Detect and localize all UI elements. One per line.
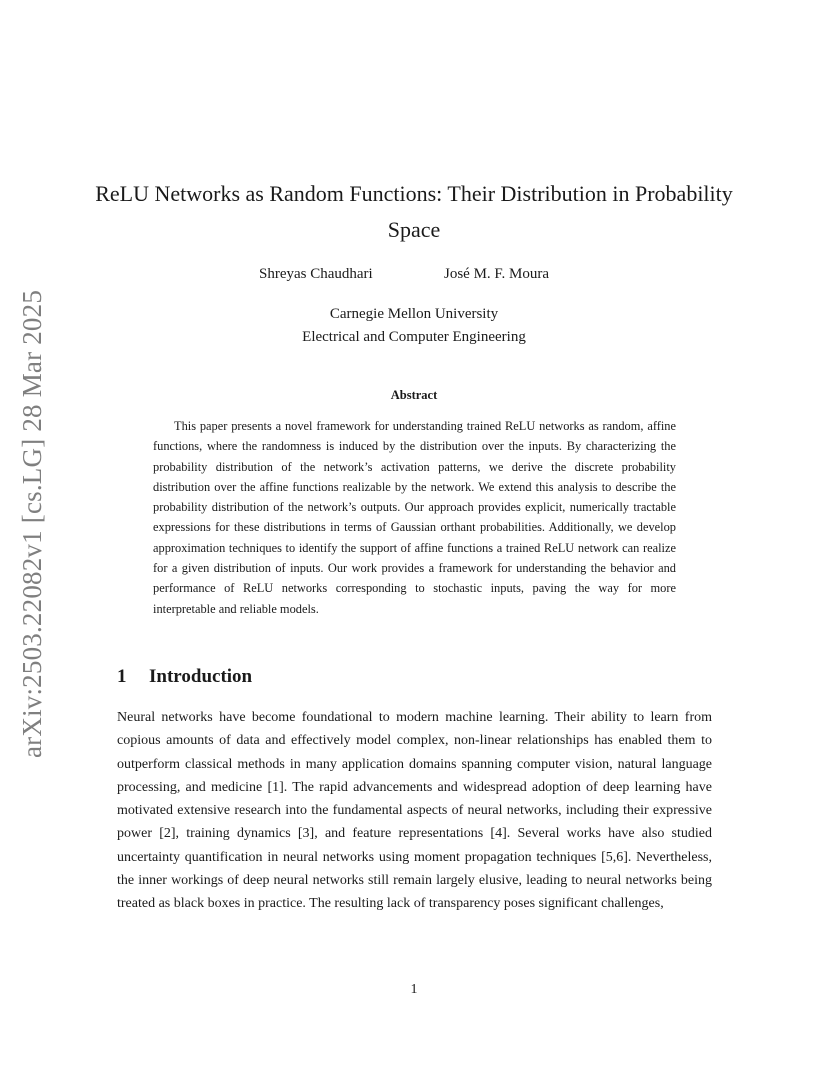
page-number: 1	[410, 982, 418, 997]
author-name: José M. F. Moura	[444, 266, 550, 282]
section-heading	[117, 666, 252, 688]
affiliation-department: Electrical and Computer Engineering	[302, 329, 526, 345]
introduction-text: Neural networks have become foundational to modern machine learning. Their ability to learn from copious amounts of data and effectively model complex, non-linear relationships has enabled them to outperform classical methods in many application domains spanning computer vision, natural language processing, and medicine [1]. The rapid advancements and widespread adoption of deep learning have motivated extensive research into the fundamental aspects of neural networks, including their expressive power [2], training dynamics [3], and feature representations [4]. Several works have also studied uncertainty quantification in neural networks using moment propagation techniques [5,6]. Nevertheless, the inner workings of deep neural networks still remain largely elusive, leading to neural networks being treated as black boxes in practice. The resulting lack of transparency poses significant challenges,	[117, 710, 712, 912]
author-name: Shreyas Chaudhari	[259, 266, 373, 282]
author-list	[0, 266, 828, 286]
paper-title: ReLU Networks as Random Functions: Their Distribution in Probability Space	[95, 181, 733, 242]
section-number: 1	[117, 666, 127, 687]
affiliation-university: Carnegie Mellon University	[329, 306, 499, 322]
abstract-heading: Abstract	[390, 388, 438, 402]
abstract-text: This paper presents a novel framework for understanding trained ReLU networks as random, affine functions, where the randomness is induced by the distribution over the inputs. By characterizing the probability distribution of the network’s activation patterns, we derive the discrete probability distribution over the affine functions realizable by the network. We extend this analysis to describe the probability distribution of the network’s outputs. Our approach provides explicit, numerically tractable expressions for these distributions in terms of Gaussian orthant probabilities. Additionally, we develop approximation techniques to identify the support of affine functions a trained ReLU network can realize for a given distribution of inputs. Our work provides a framework for understanding the behavior and performance of ReLU networks corresponding to stochastic inputs, paving the way for more interpretable and reliable models.	[153, 419, 676, 616]
section-title: Introduction	[149, 666, 253, 687]
arxiv-identifier: arXiv:2503.22082v1 [cs.LG] 28 Mar 2025	[17, 289, 47, 758]
